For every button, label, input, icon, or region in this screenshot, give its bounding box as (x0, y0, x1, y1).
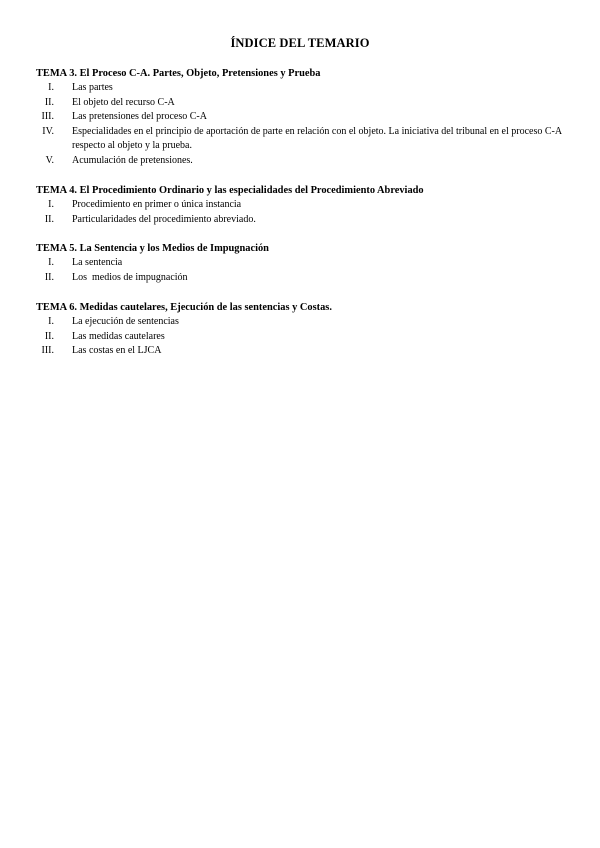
section-tema-3 (36, 67, 568, 169)
section-item-list (36, 256, 568, 285)
item-text: Acumulación de pretensiones. (72, 154, 193, 166)
item-numeral: II. (44, 330, 54, 342)
list-item (36, 154, 568, 169)
item-numeral: I. (48, 199, 54, 210)
item-numeral: I. (48, 82, 54, 93)
item-numeral: I. (48, 257, 54, 268)
list-item (36, 110, 568, 125)
item-numeral: II. (44, 271, 54, 283)
item-text: Especialidades en el principio de aportación de parte en relación con el objeto. La iniciativa del tribunal en el proceso C-A respecto al objeto y la prueba. (72, 125, 562, 152)
item-text: La ejecución de sentencias (72, 316, 179, 327)
section-heading: TEMA 5. La Sentencia y los Medios de Impugnación (36, 243, 269, 254)
item-numeral: III. (41, 111, 54, 123)
item-text: Las medidas cautelares (72, 330, 165, 342)
item-numeral: II. (44, 96, 54, 108)
list-item (36, 330, 568, 345)
item-text: Particularidades del procedimiento abreviado. (72, 213, 256, 225)
list-item (36, 213, 568, 228)
list-item (36, 344, 568, 359)
item-text: Las pretensiones del proceso C-A (72, 111, 207, 123)
section-tema-5 (36, 242, 568, 285)
item-numeral: III. (41, 345, 54, 357)
list-item (36, 125, 568, 154)
item-text: El objeto del recurso C-A (72, 96, 175, 108)
item-numeral: V. (45, 154, 54, 166)
list-item (36, 81, 568, 96)
item-text: Procedimiento en primer o única instancia (72, 199, 242, 210)
item-text: La sentencia (72, 257, 123, 268)
section-heading: TEMA 3. El Proceso C-A. Partes, Objeto, Pretensiones y Prueba (36, 68, 321, 79)
list-item (36, 315, 568, 330)
section-heading: TEMA 6. Medidas cautelares, Ejecución de las sentencias y Costas. (36, 302, 332, 313)
document-title: ÍNDICE DEL TEMARIO (230, 36, 370, 50)
item-text: Las partes (72, 82, 113, 93)
item-numeral: II. (44, 213, 54, 225)
list-item (36, 271, 568, 286)
section-item-list (36, 81, 568, 169)
section-tema-6 (36, 301, 568, 359)
item-text: Los medios de impugnación (72, 271, 188, 283)
list-item (36, 256, 568, 271)
list-item (36, 96, 568, 111)
item-numeral: IV. (42, 125, 54, 137)
list-item (36, 198, 568, 213)
item-numeral: I. (48, 316, 54, 327)
section-heading: TEMA 4. El Procedimiento Ordinario y las especialidades del Procedimiento Abreviado (36, 185, 424, 196)
item-text: Las costas en el LJCA (72, 345, 162, 357)
section-tema-4 (36, 184, 568, 227)
section-item-list (36, 198, 568, 227)
section-item-list (36, 315, 568, 359)
